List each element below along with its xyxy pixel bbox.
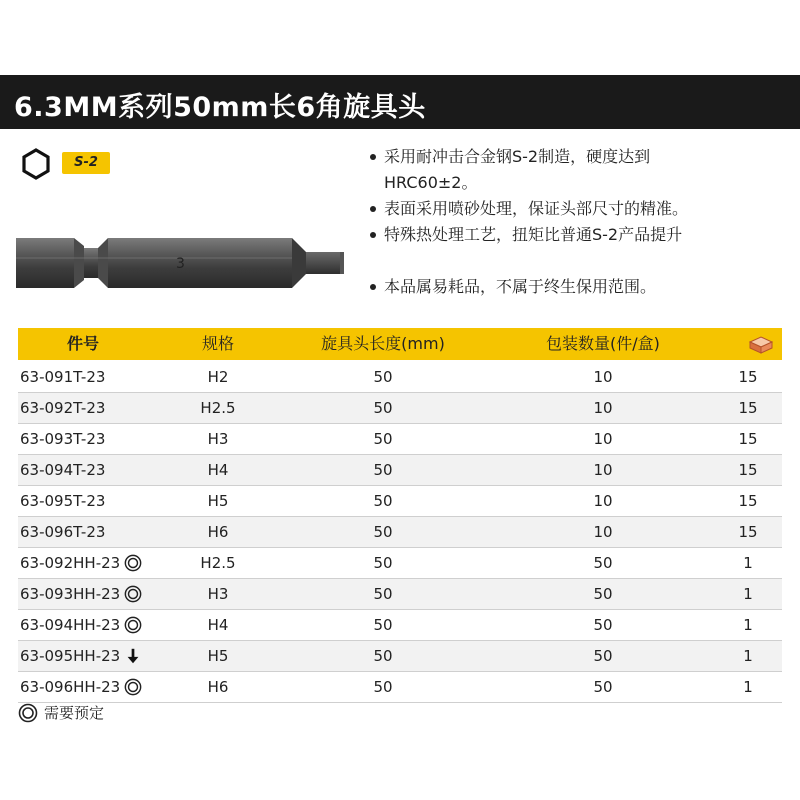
table-row <box>18 362 782 393</box>
cell-length: 50 <box>373 492 393 510</box>
feature-item: 本品属易耗品，不属于终生保用范围。 <box>370 274 790 300</box>
table-row <box>18 393 782 424</box>
header-length: 旋具头长度(mm) <box>321 334 445 353</box>
preorder-icon <box>18 703 38 723</box>
cell-spec: H4 <box>207 616 229 634</box>
table-row <box>18 455 782 486</box>
cell-part-number <box>20 362 105 392</box>
cell-pack-qty: 50 <box>593 554 613 572</box>
cell-pack-qty: 50 <box>593 678 613 696</box>
cell-box-qty: 1 <box>743 585 753 603</box>
cell-spec: H4 <box>207 461 229 479</box>
feature-item: HRC60±2。 <box>384 173 478 192</box>
cell-length: 50 <box>373 647 393 665</box>
part-number: 63-093T-23 <box>20 430 106 448</box>
part-number: 63-094HH-23 <box>20 616 121 634</box>
cell-length: 50 <box>373 430 393 448</box>
cell-spec: H5 <box>207 647 229 665</box>
material-badge: S-2 <box>62 152 110 174</box>
feature-list <box>370 144 790 300</box>
cell-box-qty: 15 <box>738 368 758 386</box>
cell-pack-qty: 10 <box>593 461 613 479</box>
part-number: 63-095T-23 <box>20 492 106 510</box>
cell-spec: H2.5 <box>200 399 236 417</box>
cell-pack-qty: 10 <box>593 399 613 417</box>
cell-pack-qty: 10 <box>593 368 613 386</box>
preorder-icon <box>124 554 142 572</box>
header-pack-qty: 包装数量(件/盒) <box>546 334 660 353</box>
cell-length: 50 <box>373 616 393 634</box>
table-row <box>18 641 782 672</box>
cell-box-qty: 15 <box>738 399 758 417</box>
cell-pack-qty: 50 <box>593 585 613 603</box>
feature-item: 特殊热处理工艺，扭矩比普通S-2产品提升 <box>370 222 790 248</box>
box-icon <box>748 334 774 354</box>
arrow-down-icon <box>124 647 142 665</box>
cell-spec: H5 <box>207 492 229 510</box>
table-row <box>18 672 782 703</box>
cell-part-number <box>20 424 105 454</box>
part-number: 63-092T-23 <box>20 399 106 417</box>
cell-part-number <box>20 393 105 423</box>
cell-length: 50 <box>373 461 393 479</box>
cell-length: 50 <box>373 585 393 603</box>
cell-length: 50 <box>373 368 393 386</box>
cell-spec: H6 <box>207 523 229 541</box>
cell-pack-qty: 10 <box>593 430 613 448</box>
table-row <box>18 579 782 610</box>
cell-part-number <box>20 641 142 671</box>
cell-part-number <box>20 610 142 640</box>
preorder-icon <box>124 585 142 603</box>
cell-pack-qty: 10 <box>593 523 613 541</box>
cell-box-qty: 1 <box>743 647 753 665</box>
feature-item: 表面采用喷砂处理，保证头部尺寸的精准。 <box>370 196 790 222</box>
footnote <box>18 702 104 723</box>
cell-pack-qty: 50 <box>593 616 613 634</box>
cell-length: 50 <box>373 399 393 417</box>
cell-part-number <box>20 548 142 578</box>
table-row <box>18 517 782 548</box>
part-number: 63-095HH-23 <box>20 647 121 665</box>
table-header <box>18 328 782 360</box>
header-spec: 规格 <box>201 334 234 353</box>
table-row <box>18 486 782 517</box>
cell-box-qty: 15 <box>738 492 758 510</box>
cell-box-qty: 15 <box>738 430 758 448</box>
cell-part-number <box>20 486 105 516</box>
cell-length: 50 <box>373 678 393 696</box>
cell-box-qty: 1 <box>743 616 753 634</box>
cell-spec: H2.5 <box>200 554 236 572</box>
preorder-icon <box>124 678 142 696</box>
cell-length: 50 <box>373 523 393 541</box>
part-number: 63-094T-23 <box>20 461 106 479</box>
cell-box-qty: 1 <box>743 678 753 696</box>
feature-item: 采用耐冲击合金钢S-2制造，硬度达到 <box>370 144 790 170</box>
part-number: 63-093HH-23 <box>20 585 121 603</box>
cell-box-qty: 1 <box>743 554 753 572</box>
part-number: 63-096HH-23 <box>20 678 121 696</box>
cell-spec: H3 <box>207 430 229 448</box>
part-number: 63-091T-23 <box>20 368 106 386</box>
part-number: 63-092HH-23 <box>20 554 121 572</box>
cell-box-qty: 15 <box>738 461 758 479</box>
title-bar <box>0 75 800 129</box>
hexagon-icon <box>20 148 52 180</box>
cell-part-number <box>20 672 142 702</box>
page-title: 6.3MM系列50mm长6角旋具头 <box>14 92 426 123</box>
bit-marking: 3 <box>176 256 185 272</box>
table-row <box>18 610 782 641</box>
cell-spec: H2 <box>207 368 229 386</box>
footnote-text: 需要预定 <box>44 704 105 722</box>
cell-box-qty: 15 <box>738 523 758 541</box>
cell-spec: H3 <box>207 585 229 603</box>
preorder-icon <box>124 616 142 634</box>
header-part-number: 件号 <box>66 334 99 353</box>
cell-length: 50 <box>373 554 393 572</box>
cell-part-number <box>20 517 105 547</box>
part-number: 63-096T-23 <box>20 523 106 541</box>
cell-part-number <box>20 455 105 485</box>
cell-part-number <box>20 579 142 609</box>
table-row <box>18 424 782 455</box>
cell-spec: H6 <box>207 678 229 696</box>
cell-pack-qty: 10 <box>593 492 613 510</box>
product-table <box>18 362 782 703</box>
screwdriver-bit-image <box>14 230 354 296</box>
table-row <box>18 548 782 579</box>
cell-pack-qty: 50 <box>593 647 613 665</box>
